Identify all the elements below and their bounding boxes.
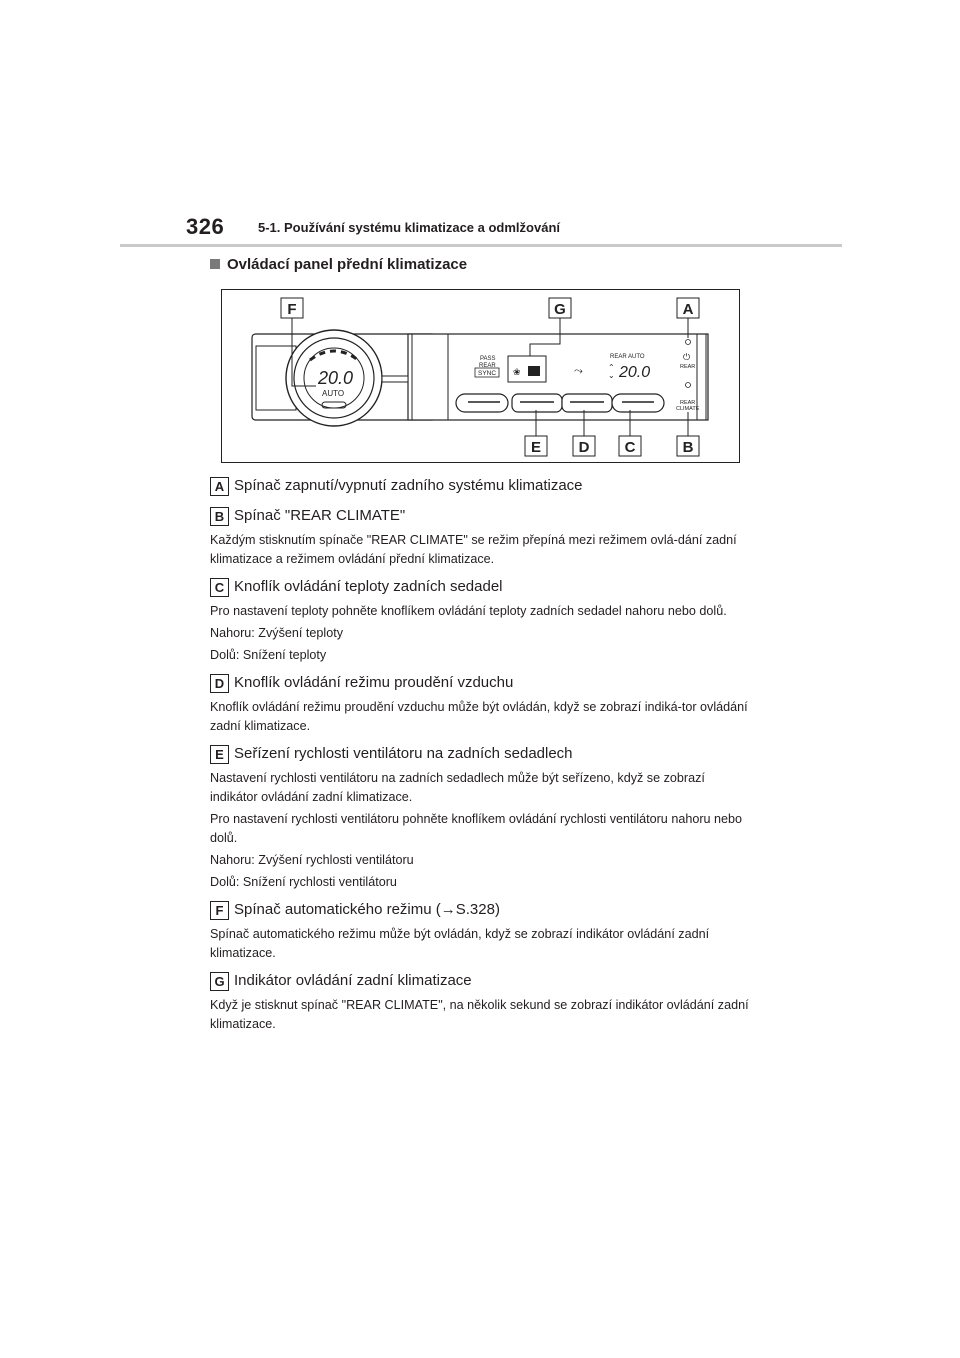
item-paragraph: Nahoru: Zvýšení rychlosti ventilátoru bbox=[210, 853, 414, 867]
item-label: Spínač automatického režimu (→S.328) bbox=[234, 901, 500, 918]
airflow-icon: ⤳ bbox=[574, 364, 583, 377]
item-paragraph: Knoflík ovládání režimu proudění vzduchu může být ovládán, když se zobrazí indiká-tor ovládání zadní klimatizace. bbox=[210, 700, 748, 733]
left-auto-label: AUTO bbox=[322, 389, 345, 398]
section-title-text: Ovládací panel přední klimatizace bbox=[227, 256, 468, 273]
item-block bbox=[210, 742, 750, 892]
callout-e: E bbox=[530, 439, 542, 456]
item-paragraph: Když je stisknut spínač "REAR CLIMATE", na několik sekund se zobrazí indikátor ovládání zadní klimatizace. bbox=[210, 998, 749, 1031]
temp-up-icon: ⌃ bbox=[608, 363, 615, 372]
item-heading bbox=[210, 742, 750, 766]
header-rule bbox=[120, 244, 842, 247]
rear-label: REAR bbox=[479, 363, 496, 369]
item-paragraph: Pro nastavení rychlosti ventilátoru pohněte knoflíkem ovládání rychlosti ventilátoru nahoru nebo dolů. bbox=[210, 812, 743, 845]
item-label: Knoflík ovládání režimu proudění vzduchu bbox=[234, 674, 514, 691]
item-label: Spínač zapnutí/vypnutí zadního systému klimatizace bbox=[234, 477, 583, 494]
chapter-title: 5-1. Používání systému klimatizace a odmlžování bbox=[258, 220, 560, 235]
item-paragraph: Dolů: Snížení rychlosti ventilátoru bbox=[210, 875, 397, 889]
item-paragraph: Nahoru: Zvýšení teploty bbox=[210, 626, 343, 640]
item-label: Seřízení rychlosti ventilátoru na zadních sedadlech bbox=[234, 745, 573, 762]
item-paragraph: Dolů: Snížení teploty bbox=[210, 648, 327, 662]
fan-icon: ❀ bbox=[513, 368, 521, 378]
sync-label: SYNC bbox=[478, 370, 497, 377]
item-block bbox=[210, 474, 750, 498]
item-heading bbox=[210, 575, 750, 599]
item-badge: C bbox=[210, 578, 229, 597]
callout-b: B bbox=[682, 439, 694, 456]
temp-down-icon: ⌄ bbox=[608, 371, 615, 380]
fan-bars-icon bbox=[528, 366, 540, 376]
callout-c: C bbox=[624, 439, 636, 456]
item-block bbox=[210, 898, 750, 963]
item-list bbox=[210, 468, 750, 1038]
item-block bbox=[210, 969, 750, 1034]
item-heading bbox=[210, 969, 750, 993]
pass-label: PASS bbox=[480, 356, 496, 362]
rear-climate-label-1: REAR bbox=[680, 400, 696, 406]
rocker-switch-row bbox=[456, 394, 664, 412]
item-heading bbox=[210, 671, 750, 695]
rear-auto-label: REAR AUTO bbox=[610, 354, 645, 360]
item-heading bbox=[210, 898, 750, 922]
page-number: 326 bbox=[186, 214, 225, 239]
item-heading bbox=[210, 504, 750, 528]
item-paragraph: Každým stisknutím spínače "REAR CLIMATE" se režim přepíná mezi režimem ovlá-dání zadní klimatizace a režimem ovládání přední klimatizace. bbox=[210, 533, 737, 566]
item-heading bbox=[210, 474, 750, 498]
section-title bbox=[210, 256, 467, 273]
climate-panel-illustration bbox=[222, 290, 740, 463]
callout-d: D bbox=[578, 439, 590, 456]
item-badge: G bbox=[210, 972, 229, 991]
item-badge: F bbox=[210, 901, 229, 920]
item-badge: E bbox=[210, 745, 229, 764]
item-label: Indikátor ovládání zadní klimatizace bbox=[234, 972, 472, 989]
item-label: Knoflík ovládání teploty zadních sedadel bbox=[234, 578, 503, 595]
item-paragraph: Nastavení rychlosti ventilátoru na zadních sedadlech může být seřízeno, když se zobrazí indikátor ovládání zadní klimatizace. bbox=[210, 771, 705, 804]
left-temp-readout: 20.0 bbox=[318, 368, 354, 388]
climate-panel-figure bbox=[221, 289, 740, 463]
rear-button-label: REAR bbox=[680, 364, 696, 370]
item-block bbox=[210, 671, 750, 736]
item-badge: B bbox=[210, 507, 229, 526]
right-temp-readout: 20.0 bbox=[619, 364, 651, 381]
item-badge: A bbox=[210, 477, 229, 496]
item-label: Spínač "REAR CLIMATE" bbox=[234, 507, 406, 524]
rear-climate-label-2: CLIMATE bbox=[676, 406, 700, 412]
item-paragraph: Spínač automatického režimu může být ovládán, když se zobrazí indikátor ovládání zadní klimatizace. bbox=[210, 927, 710, 960]
item-badge: D bbox=[210, 674, 229, 693]
item-paragraph: Pro nastavení teploty pohněte knoflíkem ovládání teploty zadních sedadel nahoru nebo dolů. bbox=[210, 604, 727, 618]
square-bullet-icon bbox=[210, 259, 220, 269]
callout-g: G bbox=[554, 301, 566, 318]
item-block bbox=[210, 504, 750, 569]
power-icon: ⏻ bbox=[683, 353, 691, 363]
callout-a: A bbox=[682, 301, 694, 318]
callout-f: F bbox=[287, 301, 297, 318]
item-block bbox=[210, 575, 750, 665]
